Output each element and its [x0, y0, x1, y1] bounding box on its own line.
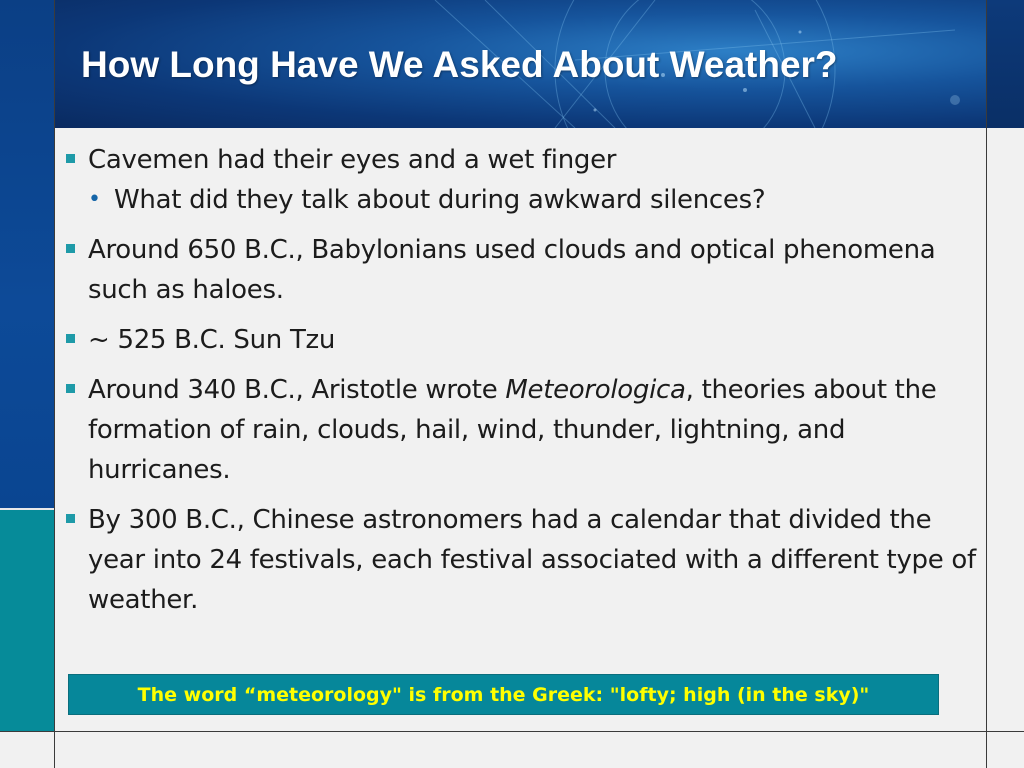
- bullet-text-after: , theories about the formation of rain, clouds, hail, wind, thunder, lightning, and hurricanes.: [88, 375, 937, 485]
- bullet-text: By 300 B.C., Chinese astronomers had a calendar that divided the year into 24 festivals, each festival associated with a different type of weather.: [88, 505, 976, 615]
- bullet-item: [62, 140, 977, 180]
- bullet-text: ~ 525 B.C. Sun Tzu: [88, 325, 336, 355]
- left-divider-line: [54, 0, 55, 768]
- square-bullet-icon: [66, 244, 75, 253]
- slide-body: [62, 140, 977, 630]
- square-bullet-icon: [66, 334, 75, 343]
- bullet-text-before: Around 340 B.C., Aristotle wrote: [88, 375, 506, 405]
- etymology-note: The word “meteorology" is from the Greek: "lofty; high (in the sky)": [137, 683, 870, 706]
- header-right-strip: [987, 0, 1024, 128]
- slide-header: [55, 0, 1024, 128]
- dot-bullet-icon: •: [88, 187, 101, 212]
- square-bullet-icon: [66, 514, 75, 523]
- bullet-item: [62, 500, 977, 620]
- book-title: Meteorologica: [505, 375, 686, 405]
- square-bullet-icon: [66, 384, 75, 393]
- bullet-text: Around 650 B.C., Babylonians used clouds and optical phenomena such as haloes.: [88, 235, 936, 305]
- slide-title: How Long Have We Asked About Weather?: [81, 44, 838, 85]
- bottom-divider-line: [0, 731, 1024, 732]
- bullet-item: [62, 320, 977, 360]
- sub-bullet-text: What did they talk about during awkward silences?: [114, 185, 766, 215]
- left-band-teal: [0, 510, 54, 731]
- bullet-text: Cavemen had their eyes and a wet finger: [88, 145, 617, 175]
- left-band-blue: [0, 0, 54, 508]
- square-bullet-icon: [66, 154, 75, 163]
- bullet-item: [62, 230, 977, 310]
- etymology-note-box: [68, 674, 939, 715]
- bullet-item: [62, 370, 977, 490]
- sub-bullet-item: [62, 180, 977, 220]
- right-divider-line: [986, 0, 987, 768]
- left-band-bottom: [0, 731, 54, 768]
